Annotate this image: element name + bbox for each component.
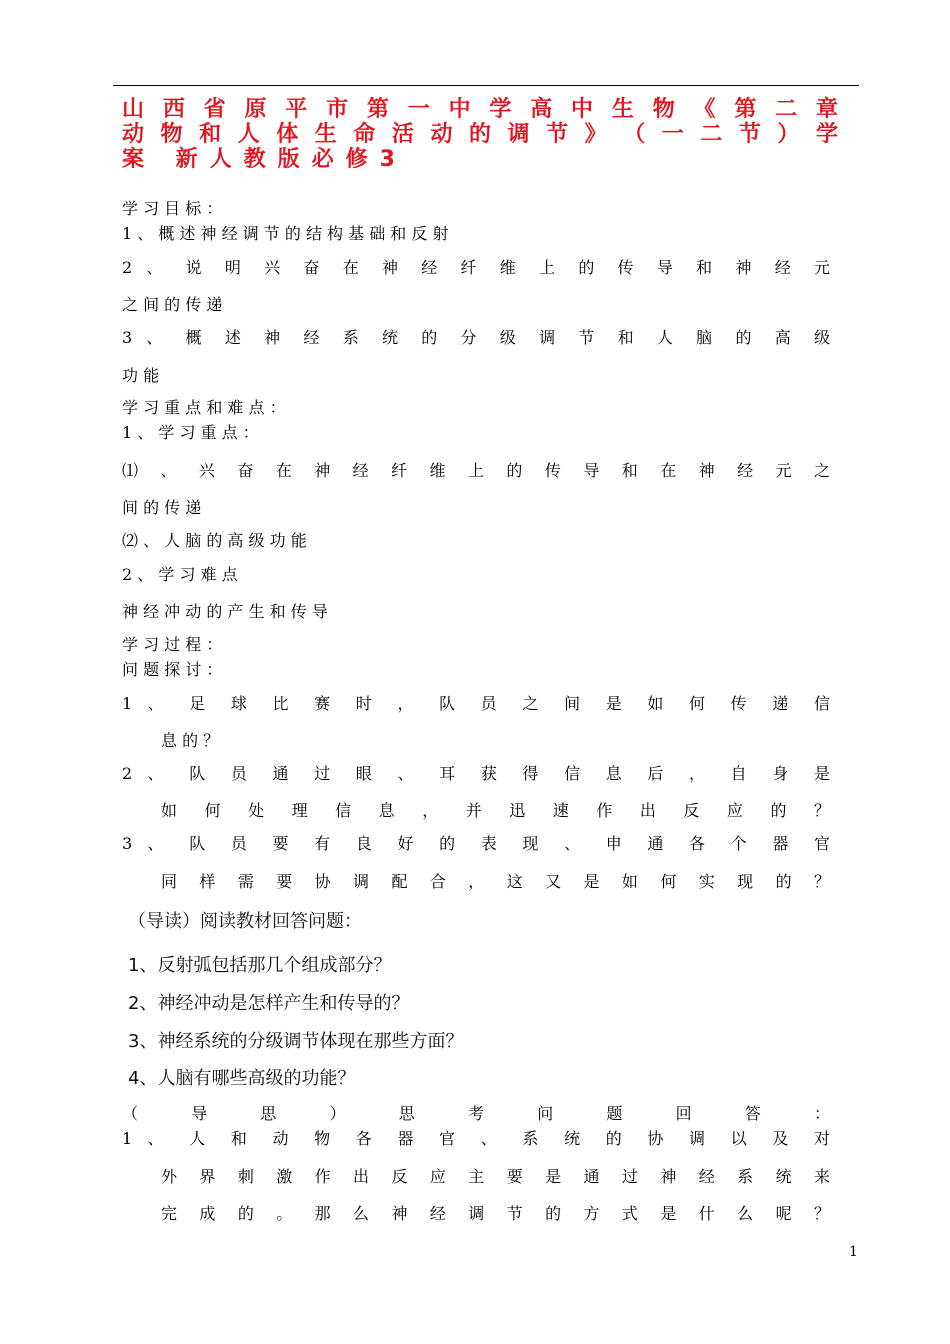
question-2-line-1: 2 、 队 员 通 过 眼 、 耳 获 得 信 息 后 ， 自 身 是 — [122, 764, 830, 783]
keypoint-1-heading: 1 、 学 习 重 点 ： — [122, 423, 259, 442]
goal-1: 1 、 概 述 神 经 调 节 的 结 构 基 础 和 反 射 — [122, 224, 449, 243]
think-1-line-1: 1 、 人 和 动 物 各 器 官 、 系 统 的 协 调 以 及 对 — [122, 1129, 830, 1148]
question-3-line-2: 同 样 需 要 协 调 配 合 ， 这 又 是 如 何 实 现 的 ？ — [161, 872, 830, 891]
think-heading: （ 导 思 ） 思 考 问 题 回 答 ： — [122, 1104, 830, 1123]
guide-heading: （导读）阅读教材回答问题： — [128, 911, 362, 932]
keypoint-2-heading: 2 、 学 习 难 点 — [122, 565, 238, 584]
document-title-line-1: 山 西 省 原 平 市 第 一 中 学 高 中 生 物 《 第 二 章 — [122, 97, 838, 122]
page-number: 1 — [849, 1244, 858, 1260]
goal-3-line-2: 功 能 — [122, 366, 160, 385]
guide-item-4: 4、人脑有哪些高级的功能？ — [128, 1068, 356, 1089]
document-title-line-2: 动 物 和 人 体 生 命 活 动 的 调 节 》 （ 一 二 节 ） 学 — [122, 122, 838, 147]
guide-item-1: 1、反射弧包括那几个组成部分？ — [128, 955, 392, 976]
guide-item-3: 3、神经系统的分级调节体现在那些方面？ — [128, 1031, 464, 1052]
goal-2-line-1: 2 、 说 明 兴 奋 在 神 经 纤 维 上 的 传 导 和 神 经 元 — [122, 258, 830, 277]
question-3-line-1: 3 、 队 员 要 有 良 好 的 表 现 、 申 通 各 个 器 官 — [122, 834, 830, 853]
process-heading: 学 习 过 程 ： — [122, 635, 223, 654]
think-1-line-3: 完 成 的 。 那 么 神 经 调 节 的 方 式 是 什 么 呢 ？ — [161, 1204, 830, 1223]
document-title-line-3: 案 新人教版必修3 — [122, 147, 407, 172]
discussion-heading: 问 题 探 讨 ： — [122, 660, 223, 679]
goals-heading: 学 习 目 标 ： — [122, 199, 223, 218]
question-1-line-2: 息 的 ？ — [161, 731, 220, 750]
keypoints-heading: 学 习 重 点 和 难 点 ： — [122, 398, 286, 417]
keypoint-1b: ⑵ 、 人 脑 的 高 级 功 能 — [122, 531, 307, 550]
goal-3-line-1: 3 、 概 述 神 经 系 统 的 分 级 调 节 和 人 脑 的 高 级 — [122, 328, 830, 347]
keypoint-1a-line-2: 间 的 传 递 — [122, 498, 202, 517]
guide-item-2: 2、神经冲动是怎样产生和传导的？ — [128, 993, 410, 1014]
question-1-line-1: 1 、 足 球 比 赛 时 ， 队 员 之 间 是 如 何 传 递 信 — [122, 694, 830, 713]
keypoint-1a-line-1: ⑴ 、 兴 奋 在 神 经 纤 维 上 的 传 导 和 在 神 经 元 之 — [122, 461, 830, 480]
goal-2-line-2: 之 间 的 传 递 — [122, 295, 223, 314]
question-2-line-2: 如 何 处 理 信 息 ， 并 迅 速 作 出 反 应 的 ？ — [161, 801, 830, 820]
think-1-line-2: 外 界 刺 激 作 出 反 应 主 要 是 通 过 神 经 系 统 来 — [161, 1167, 830, 1186]
header-rule — [113, 85, 859, 86]
keypoint-2a: 神 经 冲 动 的 产 生 和 传 导 — [122, 602, 328, 621]
